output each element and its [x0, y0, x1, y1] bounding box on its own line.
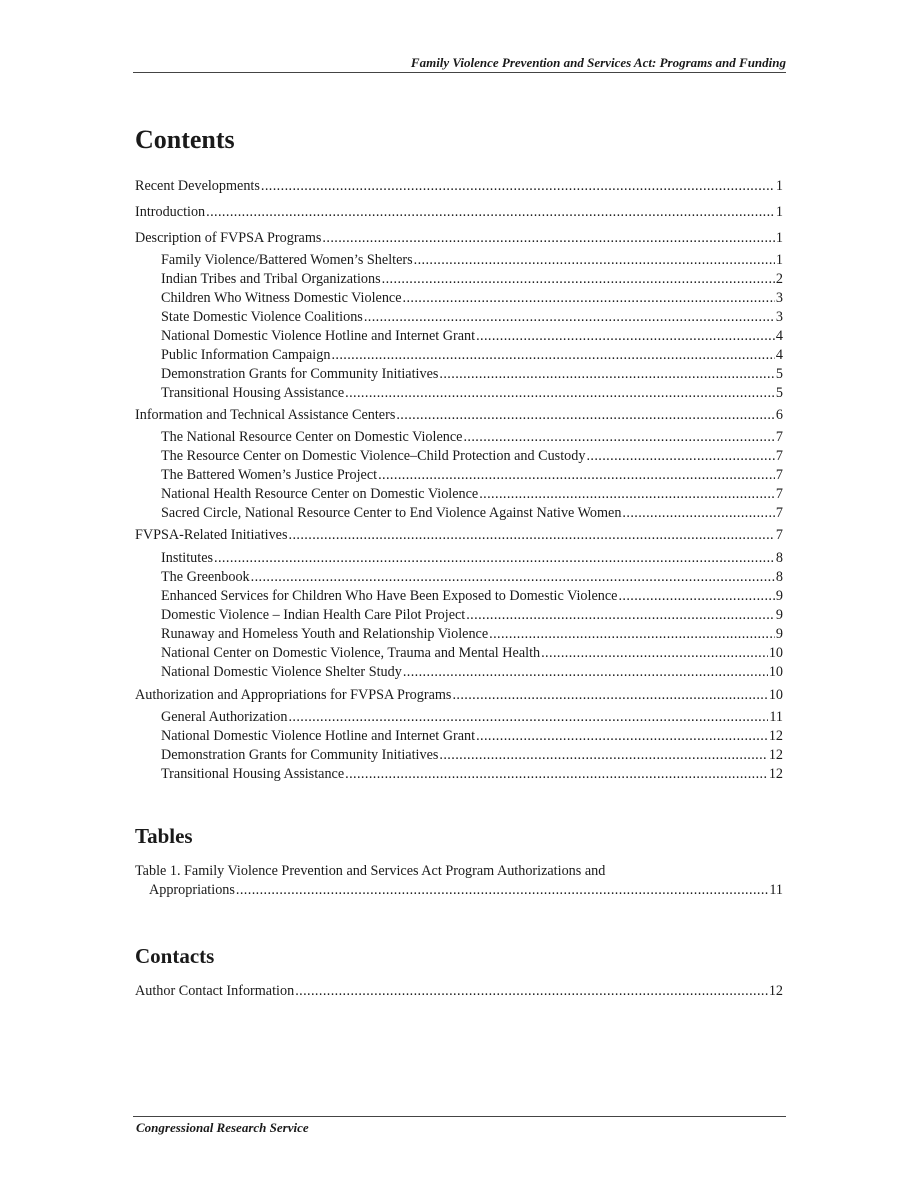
toc-entry-hotline-internet-grant-2[interactable] — [161, 727, 783, 745]
toc-page-number: 10 — [768, 645, 783, 661]
dot-leader — [396, 406, 775, 424]
running-header: Family Violence Prevention and Services Act: Programs and Funding — [410, 55, 786, 70]
dot-leader — [206, 203, 775, 221]
toc-entry-general-authorization[interactable] — [161, 708, 783, 726]
dot-leader — [382, 270, 775, 288]
toc-entry-trauma-mental-health[interactable] — [161, 644, 783, 662]
toc-entry-national-resource-center[interactable] — [161, 428, 783, 446]
contacts-heading: Contacts — [135, 944, 215, 968]
toc-page-number: 9 — [775, 626, 783, 642]
running-footer: Congressional Research Service — [136, 1120, 309, 1135]
dot-leader — [439, 746, 767, 764]
dot-leader — [463, 428, 774, 446]
toc-entry-demonstration-grants[interactable] — [161, 365, 783, 383]
toc-page-number: 5 — [775, 366, 783, 382]
dot-leader — [251, 568, 775, 586]
toc-label: National Domestic Violence Hotline and Internet Grant — [161, 328, 476, 344]
toc-page-number: 5 — [775, 385, 783, 401]
dot-leader — [403, 663, 768, 681]
contents-heading: Contents — [135, 125, 235, 154]
toc-entry-description-of-fvpsa-programs[interactable] — [135, 229, 783, 247]
toc-entry-author-contact[interactable] — [135, 982, 783, 1000]
toc-entry-enhanced-services[interactable] — [161, 587, 783, 605]
dot-leader — [403, 289, 775, 307]
dot-leader — [322, 229, 774, 247]
toc-entry-public-information-campaign[interactable] — [161, 346, 783, 364]
toc-label: National Center on Domestic Violence, Trauma and Mental Health — [161, 645, 541, 661]
toc-label: National Health Resource Center on Domestic Violence — [161, 486, 479, 502]
toc-label: Authorization and Appropriations for FVPSA Programs — [135, 687, 452, 703]
dot-leader — [288, 708, 768, 726]
toc-entry-family-violence-shelters[interactable] — [161, 251, 783, 269]
header-rule — [133, 72, 786, 73]
toc-page-number: 10 — [768, 664, 783, 680]
toc-label: Transitional Housing Assistance — [161, 385, 345, 401]
dot-leader — [345, 384, 775, 402]
toc-label: State Domestic Violence Coalitions — [161, 309, 363, 325]
toc-entry-transitional-housing[interactable] — [161, 384, 783, 402]
toc-page-number: 8 — [775, 550, 783, 566]
toc-entry-sacred-circle[interactable] — [161, 504, 783, 522]
toc-page-number: 12 — [768, 747, 783, 763]
dot-leader — [452, 686, 767, 704]
dot-leader — [378, 466, 775, 484]
toc-page-number: 7 — [775, 467, 783, 483]
dot-leader — [236, 881, 768, 900]
toc-entry-shelter-study[interactable] — [161, 663, 783, 681]
toc-page-number: 7 — [775, 448, 783, 464]
toc-label: Public Information Campaign — [161, 347, 331, 363]
dot-leader — [345, 765, 768, 783]
toc-page-number: 12 — [768, 766, 783, 782]
toc-page-number: 9 — [775, 607, 783, 623]
toc-entry-technical-assistance-centers[interactable] — [135, 406, 783, 424]
toc-page-number: 7 — [775, 429, 783, 445]
toc-label: Demonstration Grants for Community Initiatives — [161, 747, 439, 763]
toc-page-number: 3 — [775, 290, 783, 306]
toc-label: The National Resource Center on Domestic Violence — [161, 429, 463, 445]
toc-label: Recent Developments — [135, 178, 260, 194]
toc-page-number: 6 — [775, 407, 783, 423]
toc-page-number: 11 — [769, 709, 783, 725]
footer-rule — [133, 1116, 786, 1117]
toc-entry-introduction[interactable] — [135, 203, 783, 221]
toc-entry-institutes[interactable] — [161, 549, 783, 567]
toc-label: Children Who Witness Domestic Violence — [161, 290, 402, 306]
toc-entry-fvpsa-related-initiatives[interactable] — [135, 526, 783, 544]
dot-leader — [414, 251, 775, 269]
toc-label: The Battered Women’s Justice Project — [161, 467, 378, 483]
dot-leader — [541, 644, 768, 662]
toc-entry-demonstration-grants-2[interactable] — [161, 746, 783, 764]
toc-label: Appropriations — [149, 882, 235, 898]
toc-entry-indian-tribes[interactable] — [161, 270, 783, 288]
toc-entry-runaway-homeless-youth[interactable] — [161, 625, 783, 643]
toc-page-number: 12 — [768, 728, 783, 744]
toc-entry-state-coalitions[interactable] — [161, 308, 783, 326]
toc-label: Information and Technical Assistance Centers — [135, 407, 396, 423]
toc-entry-indian-health-care-pilot[interactable] — [161, 606, 783, 624]
dot-leader — [479, 485, 775, 503]
toc-page-number: 7 — [775, 527, 783, 543]
toc-label: Runaway and Homeless Youth and Relationship Violence — [161, 626, 489, 642]
toc-label: Domestic Violence – Indian Health Care Pilot Project — [161, 607, 466, 623]
toc-entry-greenbook[interactable] — [161, 568, 783, 586]
toc-entry-authorization-appropriations[interactable] — [135, 686, 783, 704]
toc-label-continuation — [135, 881, 783, 900]
toc-page-number: 12 — [768, 983, 783, 999]
toc-label: The Resource Center on Domestic Violence–Child Protection and Custody — [161, 448, 586, 464]
toc-entry-transitional-housing-2[interactable] — [161, 765, 783, 783]
toc-entry-recent-developments[interactable] — [135, 177, 783, 195]
toc-label: Demonstration Grants for Community Initiatives — [161, 366, 439, 382]
toc-page-number: 4 — [775, 347, 783, 363]
toc-label: Enhanced Services for Children Who Have Been Exposed to Domestic Violence — [161, 588, 618, 604]
toc-entry-national-hotline[interactable] — [161, 327, 783, 345]
dot-leader — [295, 982, 768, 1000]
toc-entry-justice-project[interactable] — [161, 466, 783, 484]
dot-leader — [439, 365, 775, 383]
dot-leader — [618, 587, 774, 605]
toc-page-number: 4 — [775, 328, 783, 344]
dot-leader — [261, 177, 775, 195]
toc-page-number: 10 — [768, 687, 783, 703]
toc-label: Author Contact Information — [135, 983, 295, 999]
toc-page-number: 2 — [775, 271, 783, 287]
toc-label: Family Violence/Battered Women’s Shelters — [161, 252, 413, 268]
dot-leader — [364, 308, 775, 326]
dot-leader — [476, 727, 768, 745]
dot-leader — [586, 447, 774, 465]
toc-page-number: 8 — [775, 569, 783, 585]
toc-label: Table 1. Family Violence Prevention and Services Act Program Authorizations and — [135, 863, 606, 879]
toc-label: Transitional Housing Assistance — [161, 766, 345, 782]
toc-entry-health-resource-center[interactable] — [161, 485, 783, 503]
toc-label: Institutes — [161, 550, 214, 566]
tables-heading: Tables — [135, 824, 193, 848]
toc-page-number: 1 — [775, 204, 783, 220]
dot-leader — [331, 346, 774, 364]
toc-page-number: 7 — [775, 505, 783, 521]
toc-page-number: 1 — [775, 252, 783, 268]
toc-label: National Domestic Violence Hotline and Internet Grant — [161, 728, 476, 744]
dot-leader — [289, 526, 775, 544]
toc-page-number: 1 — [775, 230, 783, 246]
toc-label: The Greenbook — [161, 569, 250, 585]
toc-label: Introduction — [135, 204, 206, 220]
toc-label: Indian Tribes and Tribal Organizations — [161, 271, 381, 287]
dot-leader — [476, 327, 775, 345]
dot-leader — [489, 625, 775, 643]
toc-label: National Domestic Violence Shelter Study — [161, 664, 402, 680]
toc-label: Sacred Circle, National Resource Center to End Violence Against Native Women — [161, 505, 622, 521]
toc-entry-children-who-witness[interactable] — [161, 289, 783, 307]
toc-label: General Authorization — [161, 709, 288, 725]
toc-page-number: 9 — [775, 588, 783, 604]
toc-page-number: 7 — [775, 486, 783, 502]
toc-label: Description of FVPSA Programs — [135, 230, 322, 246]
dot-leader — [622, 504, 774, 522]
toc-page-number: 3 — [775, 309, 783, 325]
toc-page-number: 11 — [769, 882, 783, 898]
toc-label: FVPSA-Related Initiatives — [135, 527, 288, 543]
dot-leader — [214, 549, 775, 567]
toc-entry-child-protection-custody[interactable] — [161, 447, 783, 465]
toc-entry-table-1[interactable] — [135, 862, 783, 900]
toc-page-number: 1 — [775, 178, 783, 194]
dot-leader — [466, 606, 775, 624]
